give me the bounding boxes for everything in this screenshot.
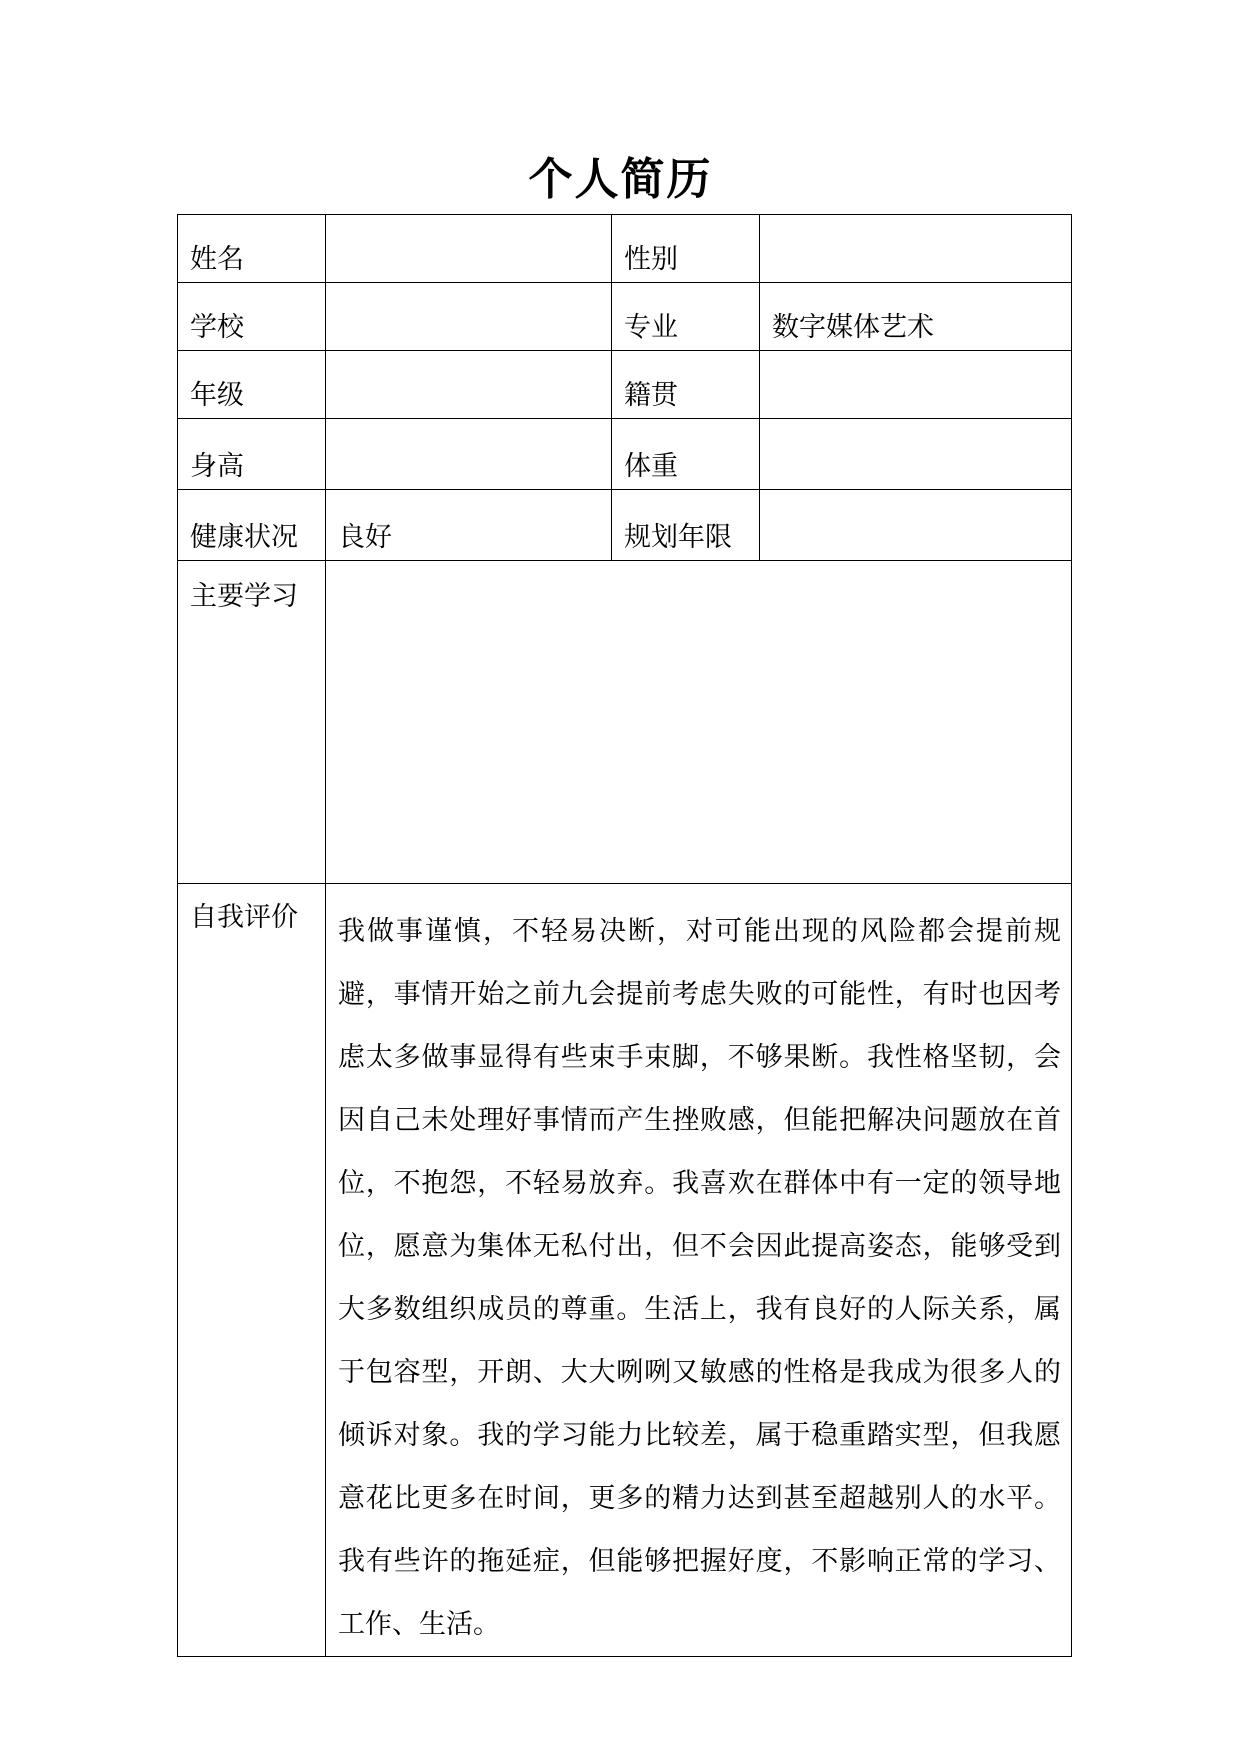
health-label: 健康状况 — [178, 490, 326, 561]
plan-years-label: 规划年限 — [612, 490, 760, 561]
height-value — [326, 419, 612, 490]
table-row-study — [178, 561, 1072, 884]
hometown-label: 籍贯 — [612, 351, 760, 419]
study-value — [326, 561, 1072, 884]
weight-label: 体重 — [612, 419, 760, 490]
table-row-evaluation — [178, 884, 1072, 1657]
table-row-health — [178, 490, 1072, 561]
hometown-value — [760, 351, 1072, 419]
evaluation-cell — [326, 884, 1072, 1657]
grade-label: 年级 — [178, 351, 326, 419]
height-label: 身高 — [178, 419, 326, 490]
major-label: 专业 — [612, 283, 760, 351]
resume-table — [177, 214, 1072, 1657]
table-row-school — [178, 283, 1072, 351]
evaluation-label: 自我评价 — [178, 884, 326, 1657]
school-label: 学校 — [178, 283, 326, 351]
gender-label: 性别 — [612, 215, 760, 283]
study-label: 主要学习 — [178, 561, 326, 884]
table-row-grade — [178, 351, 1072, 419]
major-value: 数字媒体艺术 — [760, 283, 1072, 351]
grade-value — [326, 351, 612, 419]
evaluation-text: 我做事谨慎，不轻易决断，对可能出现的风险都会提前规避，事情开始之前九会提前考虑失败的可能性，有时也因考虑太多做事显得有些束手束脚，不够果断。我性格坚韧，会因自己未处理好事情而产生挫败感，但能把解决问题放在首位，不抱怨，不轻易放弃。我喜欢在群体中有一定的领导地位，愿意为集体无私付出，但不会因此提高姿态，能够受到大多数组织成员的尊重。生活上，我有良好的人际关系，属于包容型，开朗、大大咧咧又敏感的性格是我成为很多人的倾诉对象。我的学习能力比较差，属于稳重踏实型，但我愿意花比更多在时间，更多的精力达到甚至超越别人的水平。我有些许的拖延症，但能够把握好度，不影响正常的学习、工作、生活。 — [338, 916, 1061, 1640]
plan-years-value — [760, 490, 1072, 561]
page-title: 个人简历 — [528, 154, 713, 205]
table-row-name — [178, 215, 1072, 283]
name-label: 姓名 — [178, 215, 326, 283]
table-row-height — [178, 419, 1072, 490]
school-value — [326, 283, 612, 351]
gender-value — [760, 215, 1072, 283]
weight-value — [760, 419, 1072, 490]
name-value — [326, 215, 612, 283]
health-value: 良好 — [326, 490, 612, 561]
